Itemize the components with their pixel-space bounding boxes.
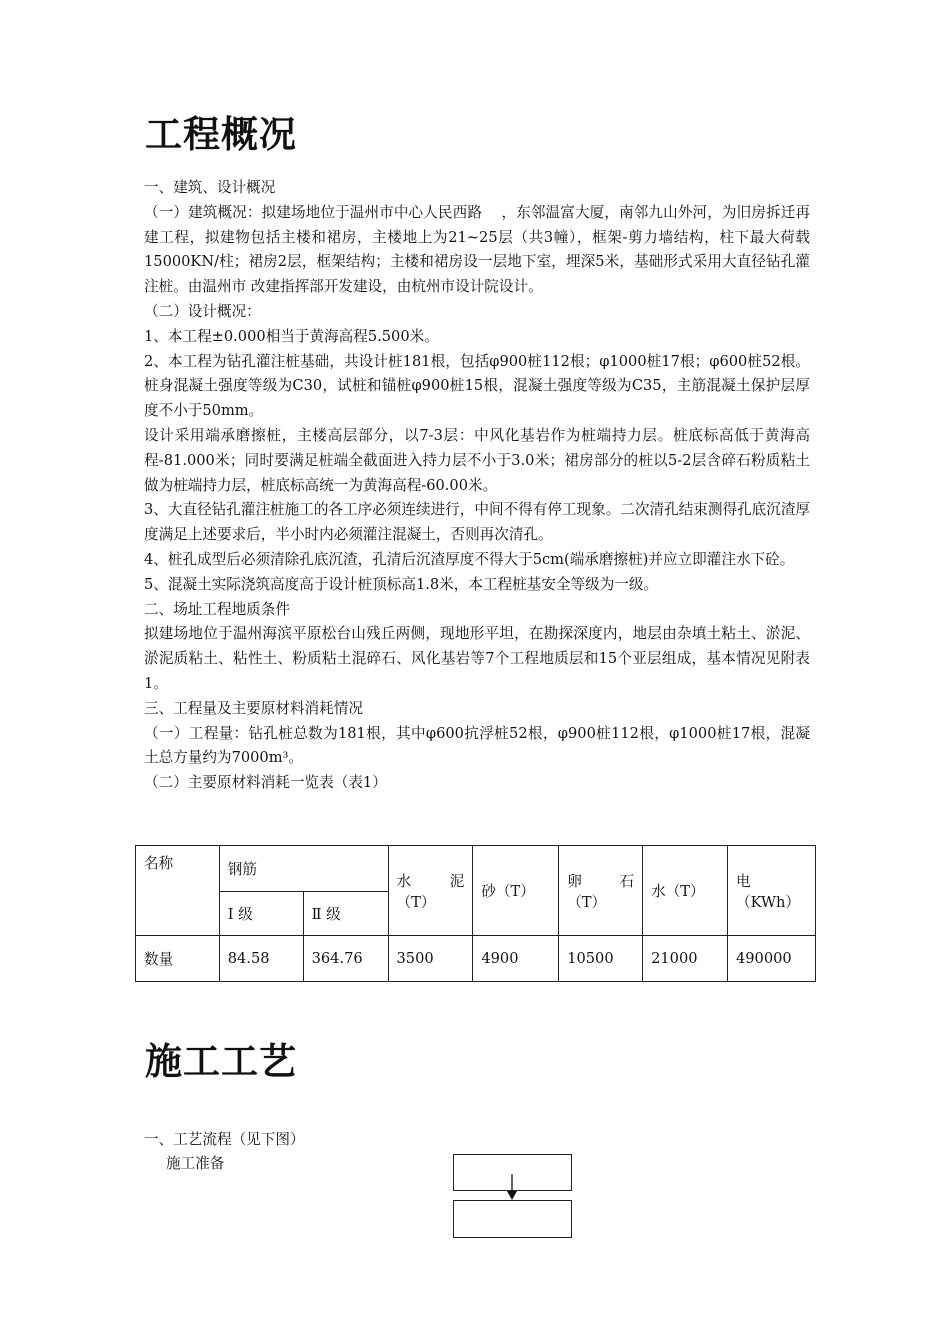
paragraph-item-3: 3、大直径钻孔灌注桩施工的各工序必须连续进行，中间不得有停工现象。二次清孔结束测得孔底沉渣厚度满足上述要求后，半小时内必须灌注混凝土，否则再次清孔。 [144, 501, 811, 544]
section-title-overview: 工程概况 [145, 113, 297, 156]
flowchart-arrow-icon [505, 1174, 519, 1202]
paragraph-item-2: 2、本工程为钻孔灌注桩基础，共设计桩181根，包括φ900桩112根；φ1000桩17根；φ600桩52根。桩身混凝土强度等级为C30，试桩和锚桩φ900桩15根，混凝土强度等级为C35，主筋混凝土保护层厚度不小于50mm。 [144, 352, 810, 420]
table-cell: 4900 [473, 936, 559, 982]
section-title-process: 施工工艺 [145, 1040, 297, 1083]
heading-design-overview: 一、建筑、设计概况 [144, 179, 276, 196]
paragraph-quantities: （一）工程量：钻孔桩总数为181根，其中φ600抗浮桩52根，φ900桩112根，φ1000桩17根，混凝土总方量约为7000m³。 [144, 724, 810, 767]
table-cell: 84.58 [219, 936, 303, 982]
heading-quantities: 三、工程量及主要原材料消耗情况 [144, 699, 363, 717]
paragraph-building-overview: （一）建筑概况：拟建场地位于温州市中心人民西路 ，东邻温富大厦，南邻九山外河，为旧房拆迁再建工程，拟建物包括主楼和裙房，主楼地上为21~25层（共3幢），框架-剪力墙结构，柱下最大荷载15000KN/柱；裙房2层，框架结构；主楼和裙房设一层地下室，埋深5米，基础形式采用大直径钻孔灌注桩。由温州市 改建指挥部开发建设，由杭州市设计院设计。 [144, 203, 810, 296]
table-header-water: 水（T） [643, 846, 728, 936]
table-header-cement [388, 846, 473, 936]
materials-table [135, 845, 816, 982]
power-label: 电 [735, 872, 751, 890]
cement-unit: （T） [396, 893, 436, 911]
paragraph-geology: 拟建场地位于温州海滨平原松台山残丘两侧，现地形平坦，在勘探深度内，地层由杂填土粘土、淤泥、淤泥质粘土、粘性土、粉质粘土混碎石、风化基岩等7个工程地质层和15个亚层组成，基本情况见附表1。 [144, 625, 810, 692]
paragraph-item-5: 5、混凝土实际浇筑高度高于设计桩顶标高1.8米，本工程桩基安全等级为一级。 [144, 575, 659, 593]
table-header-rebar-grade2: Ⅱ 级 [303, 892, 388, 936]
table-cell: 364.76 [303, 936, 388, 982]
paragraph-item-4: 4、桩孔成型后必须清除孔底沉渣，孔清后沉渣厚度不得大于5cm(端承磨擦桩)并应立即灌注水下砼。 [144, 550, 795, 568]
overview-body [144, 176, 810, 796]
paragraph-pile-design: 设计采用端承磨擦桩，主楼高层部分，以7-3层：中风化基岩作为桩端持力层。桩底标高低于黄海高程-81.000米；同时要满足桩端全截面进入持力层不小于3.0米；裙房部分的桩以5-2层含碎石粉质粘土做为桩端持力层，桩底标高统一为黄海高程-60.00米。 [144, 426, 810, 494]
table-cell: 3500 [388, 936, 473, 982]
heading-geology: 二、场址工程地质条件 [144, 600, 290, 618]
flow-start-label: 施工准备 [166, 1155, 225, 1172]
paragraph-item-1: 1、本工程±0.000相当于黄海高程5.500米。 [144, 327, 439, 345]
cement-label-b: 泥 [449, 872, 465, 890]
table-cell: 10500 [559, 936, 643, 982]
table-header-rebar-grade1: Ⅰ 级 [219, 892, 303, 936]
table-header-rebar: 钢筋 [219, 846, 388, 892]
gravel-label-b: 石 [619, 872, 635, 890]
gravel-unit: （T） [567, 893, 607, 911]
table-header-sand: 砂（T） [473, 846, 559, 936]
process-subheading: 一、工艺流程（见下图） [144, 1131, 305, 1148]
table-cell: 490000 [727, 936, 815, 982]
power-unit: （KWh） [735, 893, 800, 911]
table-header-gravel [559, 846, 643, 936]
table-row-label: 数量 [136, 936, 220, 982]
cement-label-a: 水 [396, 872, 412, 890]
flowchart-box-2 [453, 1200, 572, 1238]
table-header-power [727, 846, 815, 936]
table-cell: 21000 [643, 936, 728, 982]
heading-design-summary: （二）设计概况： [144, 302, 261, 320]
table-caption: （二）主要原材料消耗一览表（表1） [144, 774, 387, 792]
table-header-name: 名称 [136, 846, 220, 936]
gravel-label-a: 卵 [567, 872, 582, 890]
